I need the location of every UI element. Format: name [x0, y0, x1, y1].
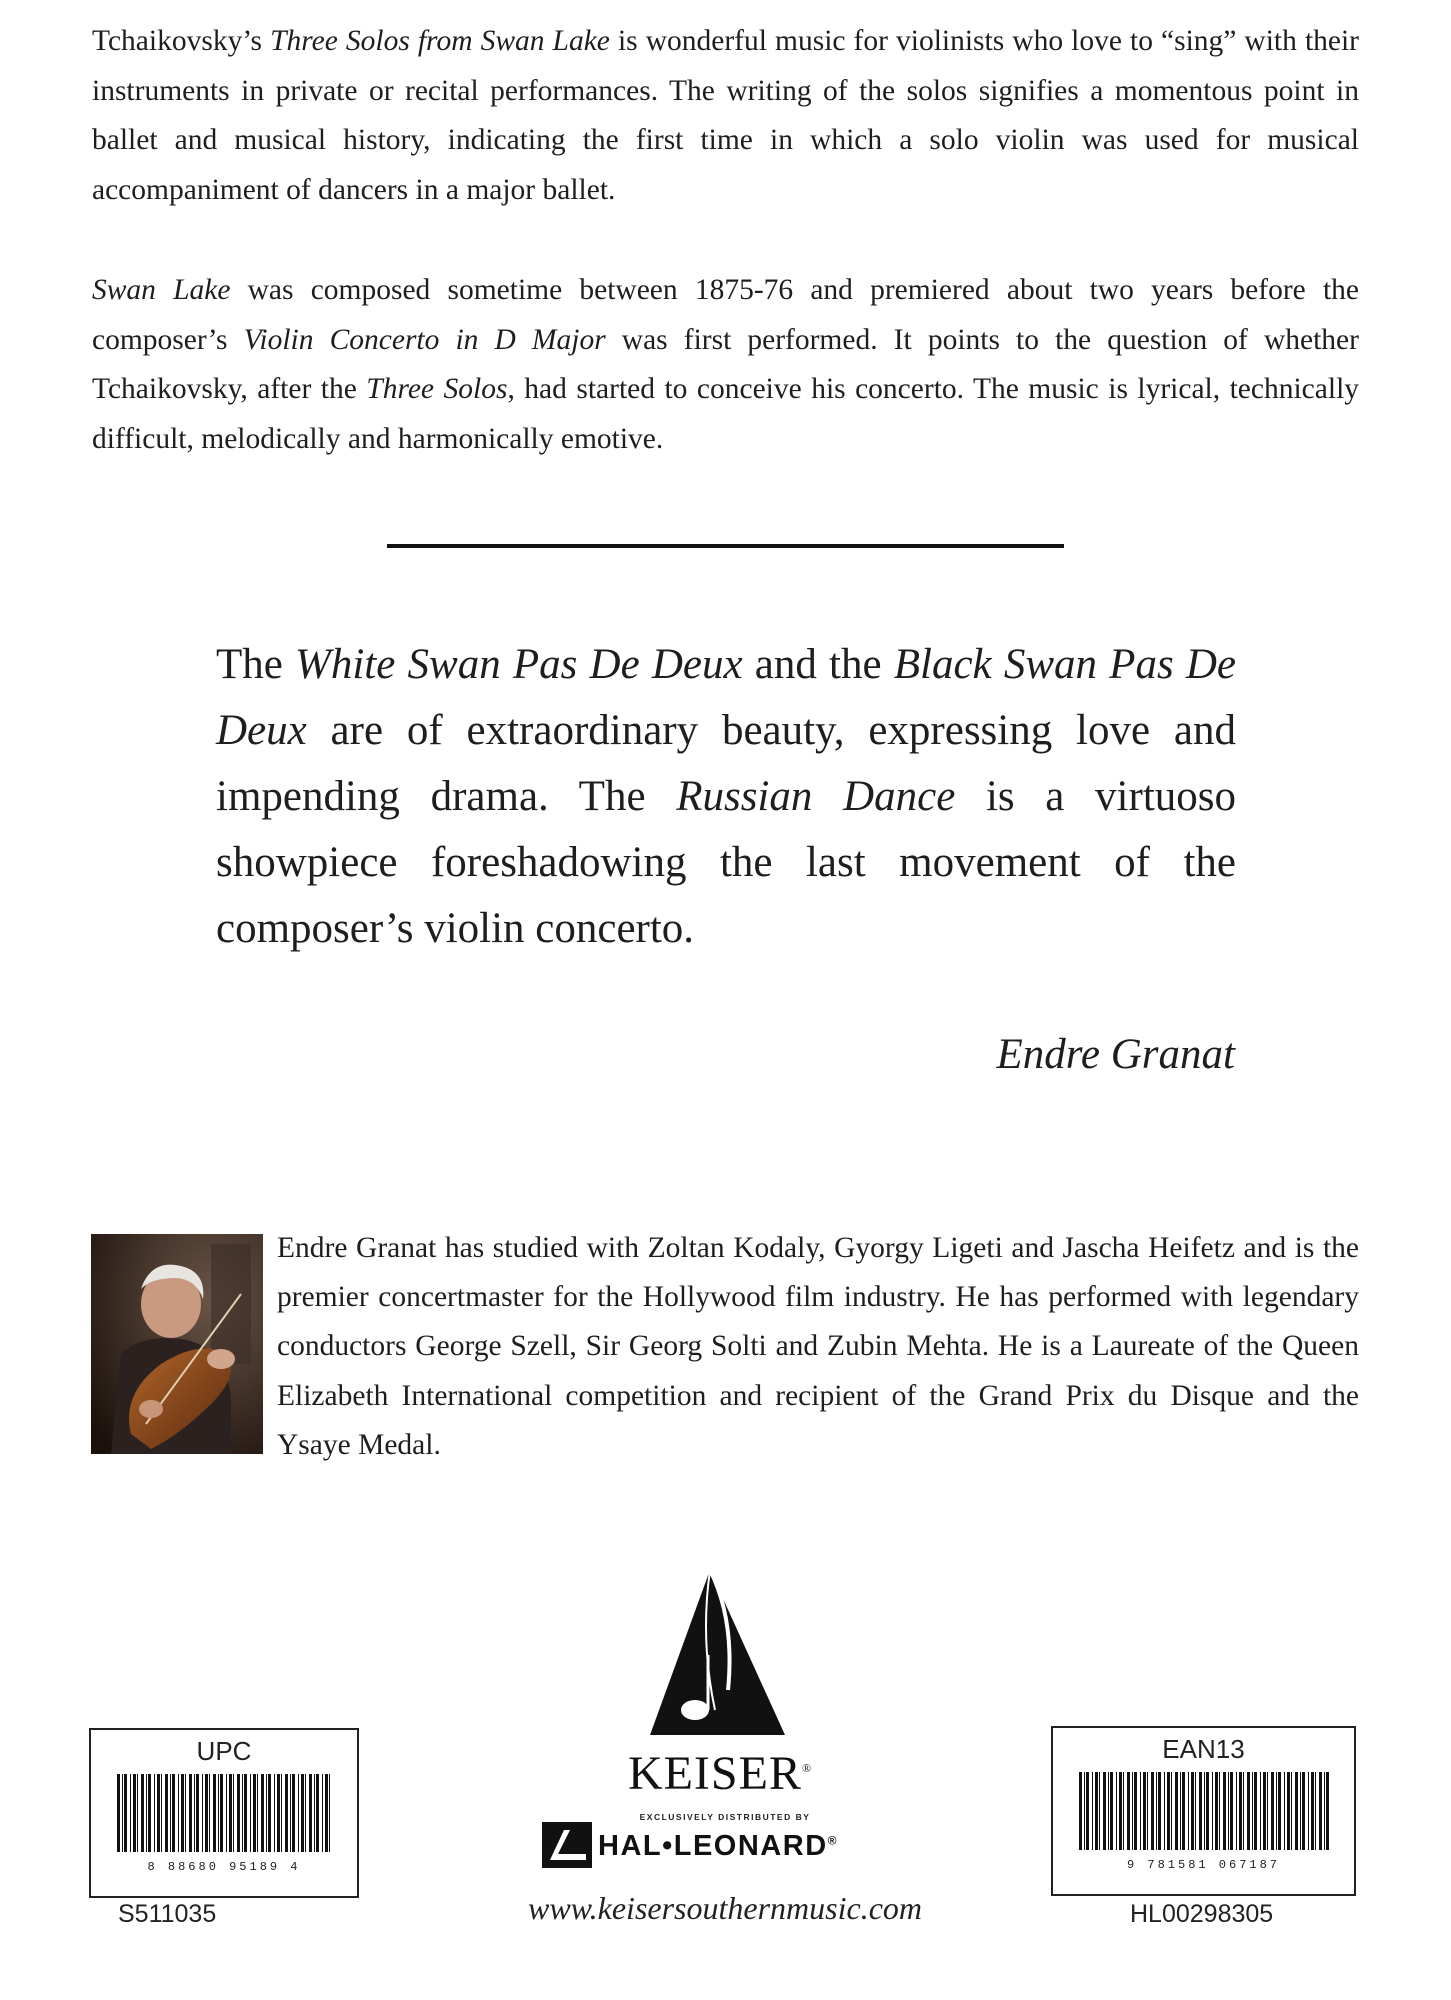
author-bio: Endre Granat has studied with Zoltan Kodaly, Gyorgy Ligeti and Jascha Heifetz and is the premier concertmaster for the Hollywood film industry. He has performed with legendary conductors George Szell, Sir Georg Solti and Zubin Mehta. He is a Laureate of the Queen Elizabeth International competition and recipient of the Grand Prix du Disque and the Ysaye Medal.: [277, 1232, 1359, 1461]
intro-paragraph-1: Tchaikovsky’s Three Solos from Swan Lake is wonderful music for violinists who love to “sing” with their instruments in private or recital performances. The writing of the solos signifies a momentous point in ballet and musical history, indicating the first time in which a solo violin was used for musical accompaniment of dancers in a major ballet.: [92, 25, 1360, 206]
keiser-logo-icon: [640, 1560, 800, 1740]
upc-label: UPC: [196, 1736, 252, 1766]
ean-catalog-code: HL00298305: [1130, 1900, 1274, 1928]
distributor-logo: [542, 1822, 922, 1874]
distributor-name: HAL•LEONARD®: [598, 1830, 838, 1862]
distributed-by-text: EXCLUSIVELY DISTRIBUTED BY: [639, 1812, 811, 1822]
publisher-brand: KEISER®: [627, 1747, 813, 1800]
violinist-portrait-image: [91, 1234, 263, 1454]
upc-barcode-box: [89, 1728, 359, 1898]
intro-paragraph-2: Swan Lake was composed sometime between 1875-76 and premiered about two years before the composer’s Violin Concerto in D Major was first performed. It points to the question of whether Tchaikovsky, after the Three Solos, had started to conceive his concerto. The music is lyrical, technically difficult, melodically and harmonically emotive.: [92, 274, 1360, 455]
publisher-website: www.keisersouthernmusic.com: [527, 1890, 923, 1926]
upc-digits: 8 88680 95189 4: [147, 1860, 301, 1874]
ean-label: EAN13: [1162, 1734, 1245, 1764]
ean-barcode-image: [1053, 1768, 1354, 1860]
ean-barcode-box: [1051, 1726, 1356, 1896]
author-photo: [91, 1234, 263, 1454]
quote-signature: Endre Granat: [996, 1031, 1235, 1078]
divider-rule: [387, 544, 1064, 548]
upc-catalog-code: S511035: [118, 1900, 217, 1928]
upc-barcode-image: [91, 1770, 357, 1862]
hal-leonard-mark-icon: [542, 1822, 592, 1868]
pull-quote: The White Swan Pas De Deux and the Black Swan Pas De Deux are of extraordinary beauty, expressing love and impending drama. The Russian Dance is a virtuoso showpiece foreshadowing the last movement of the composer’s violin concerto.: [216, 641, 1237, 952]
ean-digits: 9 781581 067187: [1126, 1858, 1281, 1872]
